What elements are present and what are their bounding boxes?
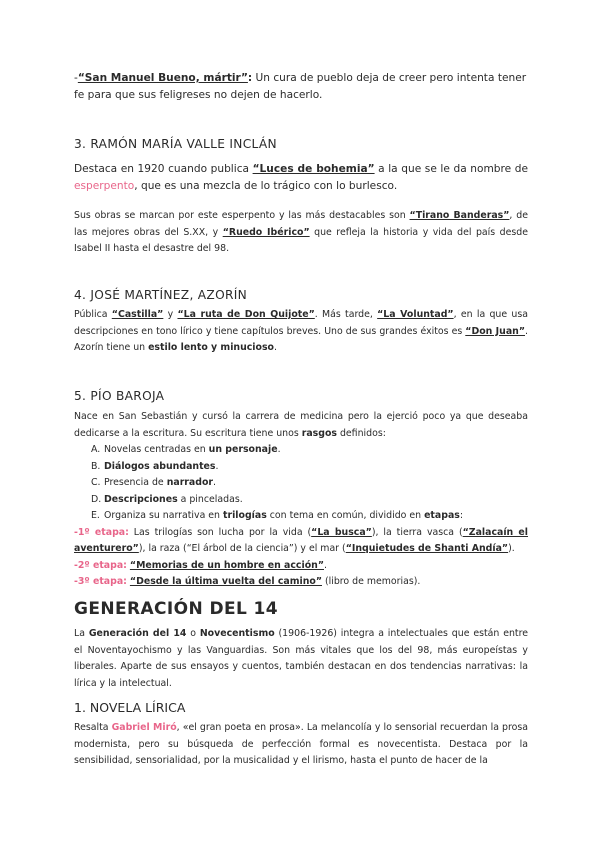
text: Presencia de [104,477,167,488]
text: (libro de memorias). [321,576,421,587]
stage-3 [74,574,528,591]
text: definidos: [336,427,386,439]
dash: - [74,72,78,84]
work-title: “La Voluntad” [377,309,454,320]
bold-text: etapas [424,510,460,521]
work-title: “San Manuel Bueno, mártir” [77,72,248,84]
text: a la que se le da nombre de [374,163,528,175]
bold-text: un personaje [208,444,278,455]
text: ), la tierra vasca ( [371,526,463,538]
list-item [74,442,528,459]
stage-label: -1º etapa: [74,526,129,538]
unamuno-paragraph [74,70,528,104]
list-marker: A. [91,444,101,455]
bold-text: trilogías [222,510,267,521]
work-title: “Don Juan” [465,325,526,337]
bold-text: Diálogos abundantes [104,460,216,472]
generation-14-title: GENERACIÓN DEL 14 [74,599,278,619]
text: Nace en San Sebastián y cursó la carrera de medicina pero la ejerció poco ya que deseaba dedicarse a la escritura. Su escritura tiene unos [74,411,528,439]
stage-label: -3º etapa: [74,576,127,587]
bold-text: narrador [166,477,214,488]
text: Las trilogías son lucha por la vida ( [128,526,312,538]
colon: : [247,72,253,84]
term-esperpento: esperpento [74,180,135,192]
text: Novelas centradas en [104,444,209,455]
text: . [277,444,281,455]
text: a pinceladas. [177,493,243,505]
text: , que es una mezcla de lo trágico con lo burlesco. [134,180,398,192]
text: . [213,477,217,488]
text: , en la que usa descripciones en tono lírico y tiene capítulos breves. Uno de sus grandes éxitos es [74,309,528,337]
text: . Más tarde, [314,309,378,320]
bold-text: Novecentismo [199,628,275,639]
rasgos-list [74,442,528,525]
text: Pública [74,309,112,320]
list-item [74,459,528,476]
text: ). [508,543,515,554]
novela-lirica-paragraph [74,720,528,770]
baroja-block [74,409,528,591]
generation-14-paragraph [74,626,528,692]
azorin-heading: 4. JOSÉ MARTÍNEZ, AZORÍN [74,288,248,302]
text: , de las mejores obras del S.XX, y [74,210,528,238]
valle-paragraph-1 [74,161,528,195]
text: Sus obras se marcan por este esperpento y las más destacables son [74,210,410,221]
list-marker: D. [91,493,102,505]
text: : [459,510,464,521]
work-title: “Castilla” [111,309,164,320]
text: . Azorín tiene un [74,325,528,353]
text: y [163,309,178,320]
stage-2 [74,558,528,575]
list-marker: B. [91,460,101,472]
work-title: “Luces de bohemia” [252,163,375,175]
work-title: “Desde la última vuelta del camino” [129,576,322,587]
text: . [323,559,327,571]
text: con tema en común, dividido en [266,510,425,521]
work-title: “Inquietudes de Shanti Andía” [345,543,509,554]
stage-1 [74,525,528,558]
list-item [74,475,528,492]
bold-text: Descripciones [104,493,178,505]
text: . [273,342,277,353]
work-title: “La busca” [311,526,372,538]
novela-lirica-heading: 1. NOVELA LÍRICA [74,700,186,715]
text: La [74,628,89,639]
work-title: “Tirano Banderas” [409,210,510,221]
text: que refleja la historia y vida del país desde Isabel II hasta el desastre del 98. [74,226,528,254]
text: (1906-1926) integra a intelectuales que están entre el Noventayochismo y las Vanguardias. Son más vitales que los del 98, más europeístas y liberales. Aparte de sus ensayos y cuentos, también destacan en dos tendencias narrativas: la lírica y la intelectual. [74,628,528,689]
text: ), la raza (“El árbol de la ciencia”) y el mar ( [138,543,346,554]
work-title: “La ruta de Don Quijote” [177,309,315,320]
work-title: “Zalacaín el aventurero” [74,526,529,554]
bold-text: Generación del 14 [88,628,187,639]
text: . [215,460,219,472]
azorin-paragraph [74,307,528,357]
work-title: “Ruedo Ibérico” [222,226,310,238]
list-marker: E. [91,510,100,521]
baroja-intro [74,409,528,442]
valle-heading: 3. RAMÓN MARÍA VALLE INCLÁN [74,137,277,151]
baroja-heading: 5. PÍO BAROJA [74,389,165,403]
text: o [186,628,200,639]
text: Resalta [74,722,112,733]
author-name: Gabriel Miró [111,722,177,733]
text: Destaca en 1920 cuando publica [74,163,253,175]
list-item [74,492,528,509]
style-bold: estilo lento y minucioso [148,342,274,353]
list-marker: C. [91,477,101,488]
text: Organiza su narrativa en [104,510,223,521]
valle-paragraph-2 [74,208,528,258]
text: , «el gran poeta en prosa». La melancolía y lo sensorial recuerdan la prosa modernista, pero su búsqueda de perfección formal es novecentista. Destaca por la sensibilidad, sensorialidad, por la musicalidad y el lirismo, hasta el punto de hacer de la [74,722,529,766]
text: Un cura de pueblo deja de creer pero intenta tener fe para que sus feligreses no dejen de hacerlo. [74,72,527,101]
list-item [74,508,528,525]
rasgos-bold: rasgos [301,427,337,439]
work-title: “Memorias de un hombre en acción” [129,559,324,571]
stage-label: -2º etapa: [74,559,127,571]
